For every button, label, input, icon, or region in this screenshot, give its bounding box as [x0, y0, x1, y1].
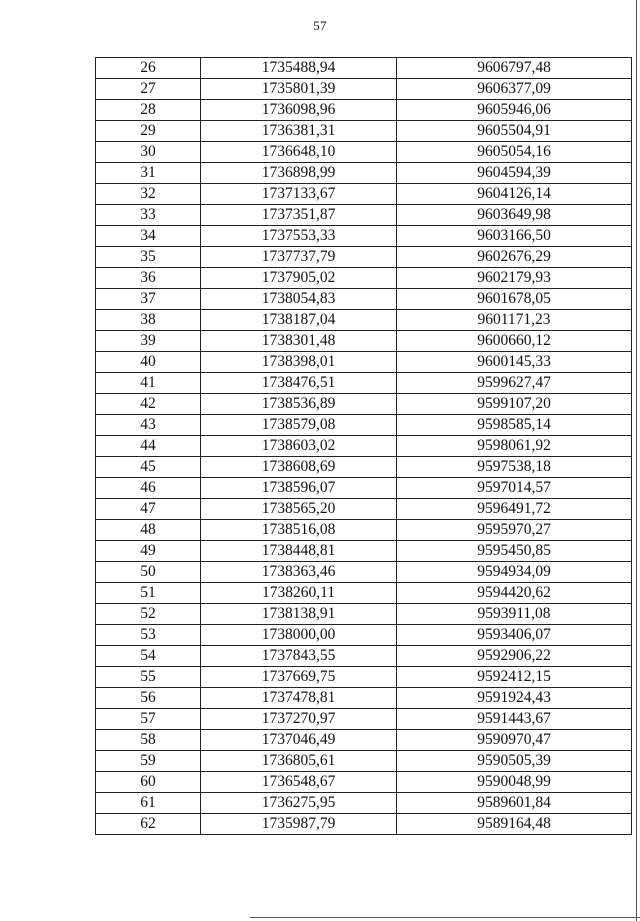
- table-row: [96, 226, 632, 247]
- table-row: [96, 268, 632, 289]
- x-coordinate-cell: 1737843,55: [201, 646, 397, 667]
- y-coordinate-cell: 9600660,12: [397, 331, 632, 352]
- x-coordinate-cell: 1737046,49: [201, 730, 397, 751]
- y-coordinate-cell: 9593911,08: [397, 604, 632, 625]
- table-row: [96, 373, 632, 394]
- y-coordinate-cell: 9590970,47: [397, 730, 632, 751]
- table-row: [96, 772, 632, 793]
- x-coordinate-cell: 1738138,91: [201, 604, 397, 625]
- x-coordinate-cell: 1738448,81: [201, 541, 397, 562]
- point-number-cell: 44: [96, 436, 201, 457]
- x-coordinate-cell: 1738516,08: [201, 520, 397, 541]
- point-number-cell: 61: [96, 793, 201, 814]
- x-coordinate-cell: 1738260,11: [201, 583, 397, 604]
- table-row: [96, 352, 632, 373]
- point-number-cell: 31: [96, 163, 201, 184]
- table-row: [96, 436, 632, 457]
- point-number-cell: 49: [96, 541, 201, 562]
- point-number-cell: 43: [96, 415, 201, 436]
- point-number-cell: 37: [96, 289, 201, 310]
- y-coordinate-cell: 9591443,67: [397, 709, 632, 730]
- table-row: [96, 583, 632, 604]
- table-row: [96, 58, 632, 79]
- y-coordinate-cell: 9589601,84: [397, 793, 632, 814]
- y-coordinate-cell: 9601171,23: [397, 310, 632, 331]
- table-row: [96, 205, 632, 226]
- table-row: [96, 646, 632, 667]
- coordinates-table-body: [96, 58, 632, 835]
- point-number-cell: 53: [96, 625, 201, 646]
- table-row: [96, 142, 632, 163]
- point-number-cell: 35: [96, 247, 201, 268]
- page-number: 57: [313, 18, 327, 33]
- table-row: [96, 730, 632, 751]
- x-coordinate-cell: 1738608,69: [201, 457, 397, 478]
- table-row: [96, 604, 632, 625]
- y-coordinate-cell: 9594420,62: [397, 583, 632, 604]
- scan-edge-right: [636, 0, 637, 921]
- y-coordinate-cell: 9598585,14: [397, 415, 632, 436]
- y-coordinate-cell: 9605946,06: [397, 100, 632, 121]
- table-row: [96, 184, 632, 205]
- point-number-cell: 28: [96, 100, 201, 121]
- x-coordinate-cell: 1735987,79: [201, 814, 397, 835]
- scan-edge-bottom: [250, 917, 640, 918]
- table-row: [96, 247, 632, 268]
- point-number-cell: 62: [96, 814, 201, 835]
- y-coordinate-cell: 9606797,48: [397, 58, 632, 79]
- point-number-cell: 50: [96, 562, 201, 583]
- y-coordinate-cell: 9589164,48: [397, 814, 632, 835]
- point-number-cell: 51: [96, 583, 201, 604]
- x-coordinate-cell: 1738603,02: [201, 436, 397, 457]
- point-number-cell: 42: [96, 394, 201, 415]
- point-number-cell: 48: [96, 520, 201, 541]
- y-coordinate-cell: 9603649,98: [397, 205, 632, 226]
- x-coordinate-cell: 1736275,95: [201, 793, 397, 814]
- x-coordinate-cell: 1736805,61: [201, 751, 397, 772]
- point-number-cell: 56: [96, 688, 201, 709]
- point-number-cell: 54: [96, 646, 201, 667]
- x-coordinate-cell: 1737133,67: [201, 184, 397, 205]
- x-coordinate-cell: 1738476,51: [201, 373, 397, 394]
- table-row: [96, 709, 632, 730]
- point-number-cell: 38: [96, 310, 201, 331]
- table-row: [96, 415, 632, 436]
- y-coordinate-cell: 9602676,29: [397, 247, 632, 268]
- point-number-cell: 58: [96, 730, 201, 751]
- point-number-cell: 41: [96, 373, 201, 394]
- x-coordinate-cell: 1737905,02: [201, 268, 397, 289]
- table-row: [96, 163, 632, 184]
- x-coordinate-cell: 1738187,04: [201, 310, 397, 331]
- point-number-cell: 60: [96, 772, 201, 793]
- point-number-cell: 26: [96, 58, 201, 79]
- y-coordinate-cell: 9592906,22: [397, 646, 632, 667]
- table-row: [96, 79, 632, 100]
- table-row: [96, 289, 632, 310]
- x-coordinate-cell: 1738301,48: [201, 331, 397, 352]
- x-coordinate-cell: 1737553,33: [201, 226, 397, 247]
- y-coordinate-cell: 9604126,14: [397, 184, 632, 205]
- y-coordinate-cell: 9595970,27: [397, 520, 632, 541]
- x-coordinate-cell: 1738000,00: [201, 625, 397, 646]
- point-number-cell: 36: [96, 268, 201, 289]
- y-coordinate-cell: 9606377,09: [397, 79, 632, 100]
- x-coordinate-cell: 1736648,10: [201, 142, 397, 163]
- point-number-cell: 39: [96, 331, 201, 352]
- x-coordinate-cell: 1738398,01: [201, 352, 397, 373]
- table-row: [96, 814, 632, 835]
- y-coordinate-cell: 9594934,09: [397, 562, 632, 583]
- table-row: [96, 394, 632, 415]
- table-row: [96, 100, 632, 121]
- point-number-cell: 34: [96, 226, 201, 247]
- y-coordinate-cell: 9598061,92: [397, 436, 632, 457]
- y-coordinate-cell: 9601678,05: [397, 289, 632, 310]
- point-number-cell: 45: [96, 457, 201, 478]
- y-coordinate-cell: 9590505,39: [397, 751, 632, 772]
- y-coordinate-cell: 9590048,99: [397, 772, 632, 793]
- x-coordinate-cell: 1738536,89: [201, 394, 397, 415]
- coordinates-table: [95, 57, 632, 835]
- point-number-cell: 40: [96, 352, 201, 373]
- y-coordinate-cell: 9597014,57: [397, 478, 632, 499]
- point-number-cell: 32: [96, 184, 201, 205]
- y-coordinate-cell: 9591924,43: [397, 688, 632, 709]
- table-row: [96, 562, 632, 583]
- point-number-cell: 29: [96, 121, 201, 142]
- table-row: [96, 520, 632, 541]
- point-number-cell: 55: [96, 667, 201, 688]
- x-coordinate-cell: 1737737,79: [201, 247, 397, 268]
- y-coordinate-cell: 9596491,72: [397, 499, 632, 520]
- table-row: [96, 121, 632, 142]
- table-row: [96, 625, 632, 646]
- x-coordinate-cell: 1736898,99: [201, 163, 397, 184]
- table-row: [96, 310, 632, 331]
- table-row: [96, 667, 632, 688]
- x-coordinate-cell: 1738565,20: [201, 499, 397, 520]
- table-row: [96, 688, 632, 709]
- y-coordinate-cell: 9603166,50: [397, 226, 632, 247]
- point-number-cell: 47: [96, 499, 201, 520]
- x-coordinate-cell: 1737270,97: [201, 709, 397, 730]
- x-coordinate-cell: 1736548,67: [201, 772, 397, 793]
- x-coordinate-cell: 1735801,39: [201, 79, 397, 100]
- point-number-cell: 59: [96, 751, 201, 772]
- y-coordinate-cell: 9595450,85: [397, 541, 632, 562]
- x-coordinate-cell: 1738054,83: [201, 289, 397, 310]
- point-number-cell: 57: [96, 709, 201, 730]
- point-number-cell: 33: [96, 205, 201, 226]
- table-row: [96, 541, 632, 562]
- point-number-cell: 27: [96, 79, 201, 100]
- x-coordinate-cell: 1738579,08: [201, 415, 397, 436]
- x-coordinate-cell: 1735488,94: [201, 58, 397, 79]
- x-coordinate-cell: 1736098,96: [201, 100, 397, 121]
- x-coordinate-cell: 1737669,75: [201, 667, 397, 688]
- y-coordinate-cell: 9605054,16: [397, 142, 632, 163]
- table-row: [96, 499, 632, 520]
- point-number-cell: 52: [96, 604, 201, 625]
- y-coordinate-cell: 9597538,18: [397, 457, 632, 478]
- x-coordinate-cell: 1738363,46: [201, 562, 397, 583]
- y-coordinate-cell: 9602179,93: [397, 268, 632, 289]
- table-row: [96, 331, 632, 352]
- y-coordinate-cell: 9599107,20: [397, 394, 632, 415]
- x-coordinate-cell: 1738596,07: [201, 478, 397, 499]
- y-coordinate-cell: 9593406,07: [397, 625, 632, 646]
- y-coordinate-cell: 9605504,91: [397, 121, 632, 142]
- x-coordinate-cell: 1737351,87: [201, 205, 397, 226]
- point-number-cell: 30: [96, 142, 201, 163]
- point-number-cell: 46: [96, 478, 201, 499]
- y-coordinate-cell: 9604594,39: [397, 163, 632, 184]
- table-row: [96, 751, 632, 772]
- table-row: [96, 793, 632, 814]
- y-coordinate-cell: 9592412,15: [397, 667, 632, 688]
- table-row: [96, 478, 632, 499]
- y-coordinate-cell: 9599627,47: [397, 373, 632, 394]
- x-coordinate-cell: 1736381,31: [201, 121, 397, 142]
- table-row: [96, 457, 632, 478]
- x-coordinate-cell: 1737478,81: [201, 688, 397, 709]
- y-coordinate-cell: 9600145,33: [397, 352, 632, 373]
